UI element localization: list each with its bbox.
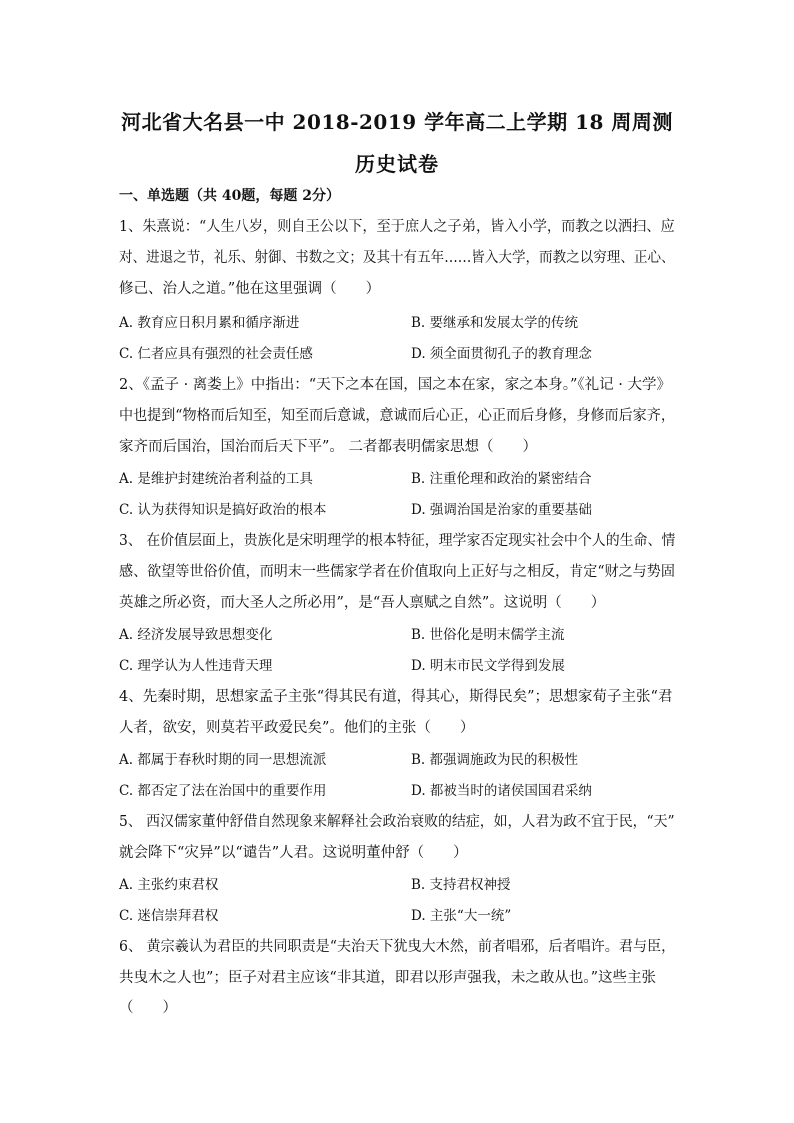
question-4-option-c: C. 都否定了法在治国中的重要作用 xyxy=(119,783,327,799)
question-3-option-c: C. 理学认为人性违背天理 xyxy=(119,658,273,674)
document-title: 河北省大名县一中 2018-2019 学年高二上学期 18 周周测 xyxy=(121,110,673,134)
question-5-option-b: B. 支持君权神授 xyxy=(411,877,511,893)
question-5-option-a: A. 主张约束君权 xyxy=(119,877,219,893)
question-6-line-1: 6、 黄宗羲认为君臣的共同职责是“夫治天下犹曳大木然，前者唱邪，后者唱许。君与臣， xyxy=(119,939,676,955)
question-3-option-a: A. 经济发展导致思想变化 xyxy=(119,627,273,643)
question-2-option-a: A. 是维护封建统治者利益的工具 xyxy=(119,471,313,487)
question-1-line-3: 修己、治人之道。”他在这里强调（ ） xyxy=(119,281,381,297)
question-3-line-2: 感、欲望等世俗价值，而明末一些儒家学者在价值取向上正好与之相反，肯定“财之与势固 xyxy=(119,564,675,580)
question-3-line-1: 3、 在价值层面上，贵族化是宋明理学的根本特征，理学家否定现实社会中个人的生命、情 xyxy=(119,533,676,549)
question-1-line-1: 1、朱熹说：“人生八岁，则自王公以下，至于庶人之子弟，皆入小学，而教之以洒扫、应 xyxy=(119,219,675,235)
question-2-line-3: 家齐而后国治，国治而后天下平”。 二者都表明儒家思想（ ） xyxy=(119,439,538,455)
question-4-line-2: 人者，欲安，则莫若平政爱民矣”。他们的主张（ ） xyxy=(119,720,475,736)
question-3-option-b: B. 世俗化是明末儒学主流 xyxy=(411,627,565,643)
question-2-option-d: D. 强调治国是治家的重要基础 xyxy=(411,502,592,518)
question-6-line-2: 共曳木之人也”；臣子对君主应该“非其道，即君以形声强我，未之敢从也。”这些主张 xyxy=(119,970,656,986)
question-5-line-2: 就会降下“灾异”以“谴告”人君。这说明董仲舒（ ） xyxy=(119,845,468,861)
question-1-option-d: D. 须全面贯彻孔子的教育理念 xyxy=(411,346,592,362)
question-4-line-1: 4、先秦时期，思想家孟子主张“得其民有道，得其心，斯得民矣”；思想家荀子主张“君 xyxy=(119,689,673,705)
document-subtitle: 历史试卷 xyxy=(355,152,439,176)
question-5-line-1: 5、 西汉儒家董仲舒借自然现象来解释社会政治衰败的结症，如，人君为政不宜于民，“天” xyxy=(119,814,675,830)
question-5-option-d: D. 主张“大一统” xyxy=(411,908,512,924)
question-1-line-2: 对、进退之节，礼乐、射御、书数之文；及其十有五年……皆入大学，而教之以穷理、正心、 xyxy=(119,250,675,266)
question-4-option-d: D. 都被当时的诸侯国国君采纳 xyxy=(411,783,592,799)
section-header: 一、单选题（共 40题，每题 2分） xyxy=(119,188,340,204)
question-1-option-a: A. 教育应日积月累和循序渐进 xyxy=(119,315,300,331)
question-4-option-b: B. 都强调施政为民的积极性 xyxy=(411,752,579,768)
question-1-option-b: B. 要继承和发展太学的传统 xyxy=(411,315,579,331)
question-4-option-a: A. 都属于春秋时期的同一思想流派 xyxy=(119,752,327,768)
question-1-option-c: C. 仁者应具有强烈的社会责任感 xyxy=(119,346,313,362)
question-2-option-b: B. 注重伦理和政治的紧密结合 xyxy=(411,471,592,487)
question-2-option-c: C. 认为获得知识是搞好政治的根本 xyxy=(119,502,327,518)
question-2-line-2: 中也提到“物格而后知至，知至而后意诚，意诚而后心正，心正而后身修，身修而后家齐， xyxy=(119,408,675,424)
question-6-line-3: （ ） xyxy=(119,1000,177,1016)
question-3-line-3: 英雄之所必资，而大圣人之所必用”，是“吾人禀赋之自然”。这说明（ ） xyxy=(119,595,606,611)
question-5-option-c: C. 迷信崇拜君权 xyxy=(119,908,219,924)
question-3-option-d: D. 明末市民文学得到发展 xyxy=(411,658,565,674)
question-2-line-1: 2、《孟子 · 离娄上》中指出：“天下之本在国，国之本在家，家之本身。”《礼记 · 大学》 xyxy=(119,377,671,393)
